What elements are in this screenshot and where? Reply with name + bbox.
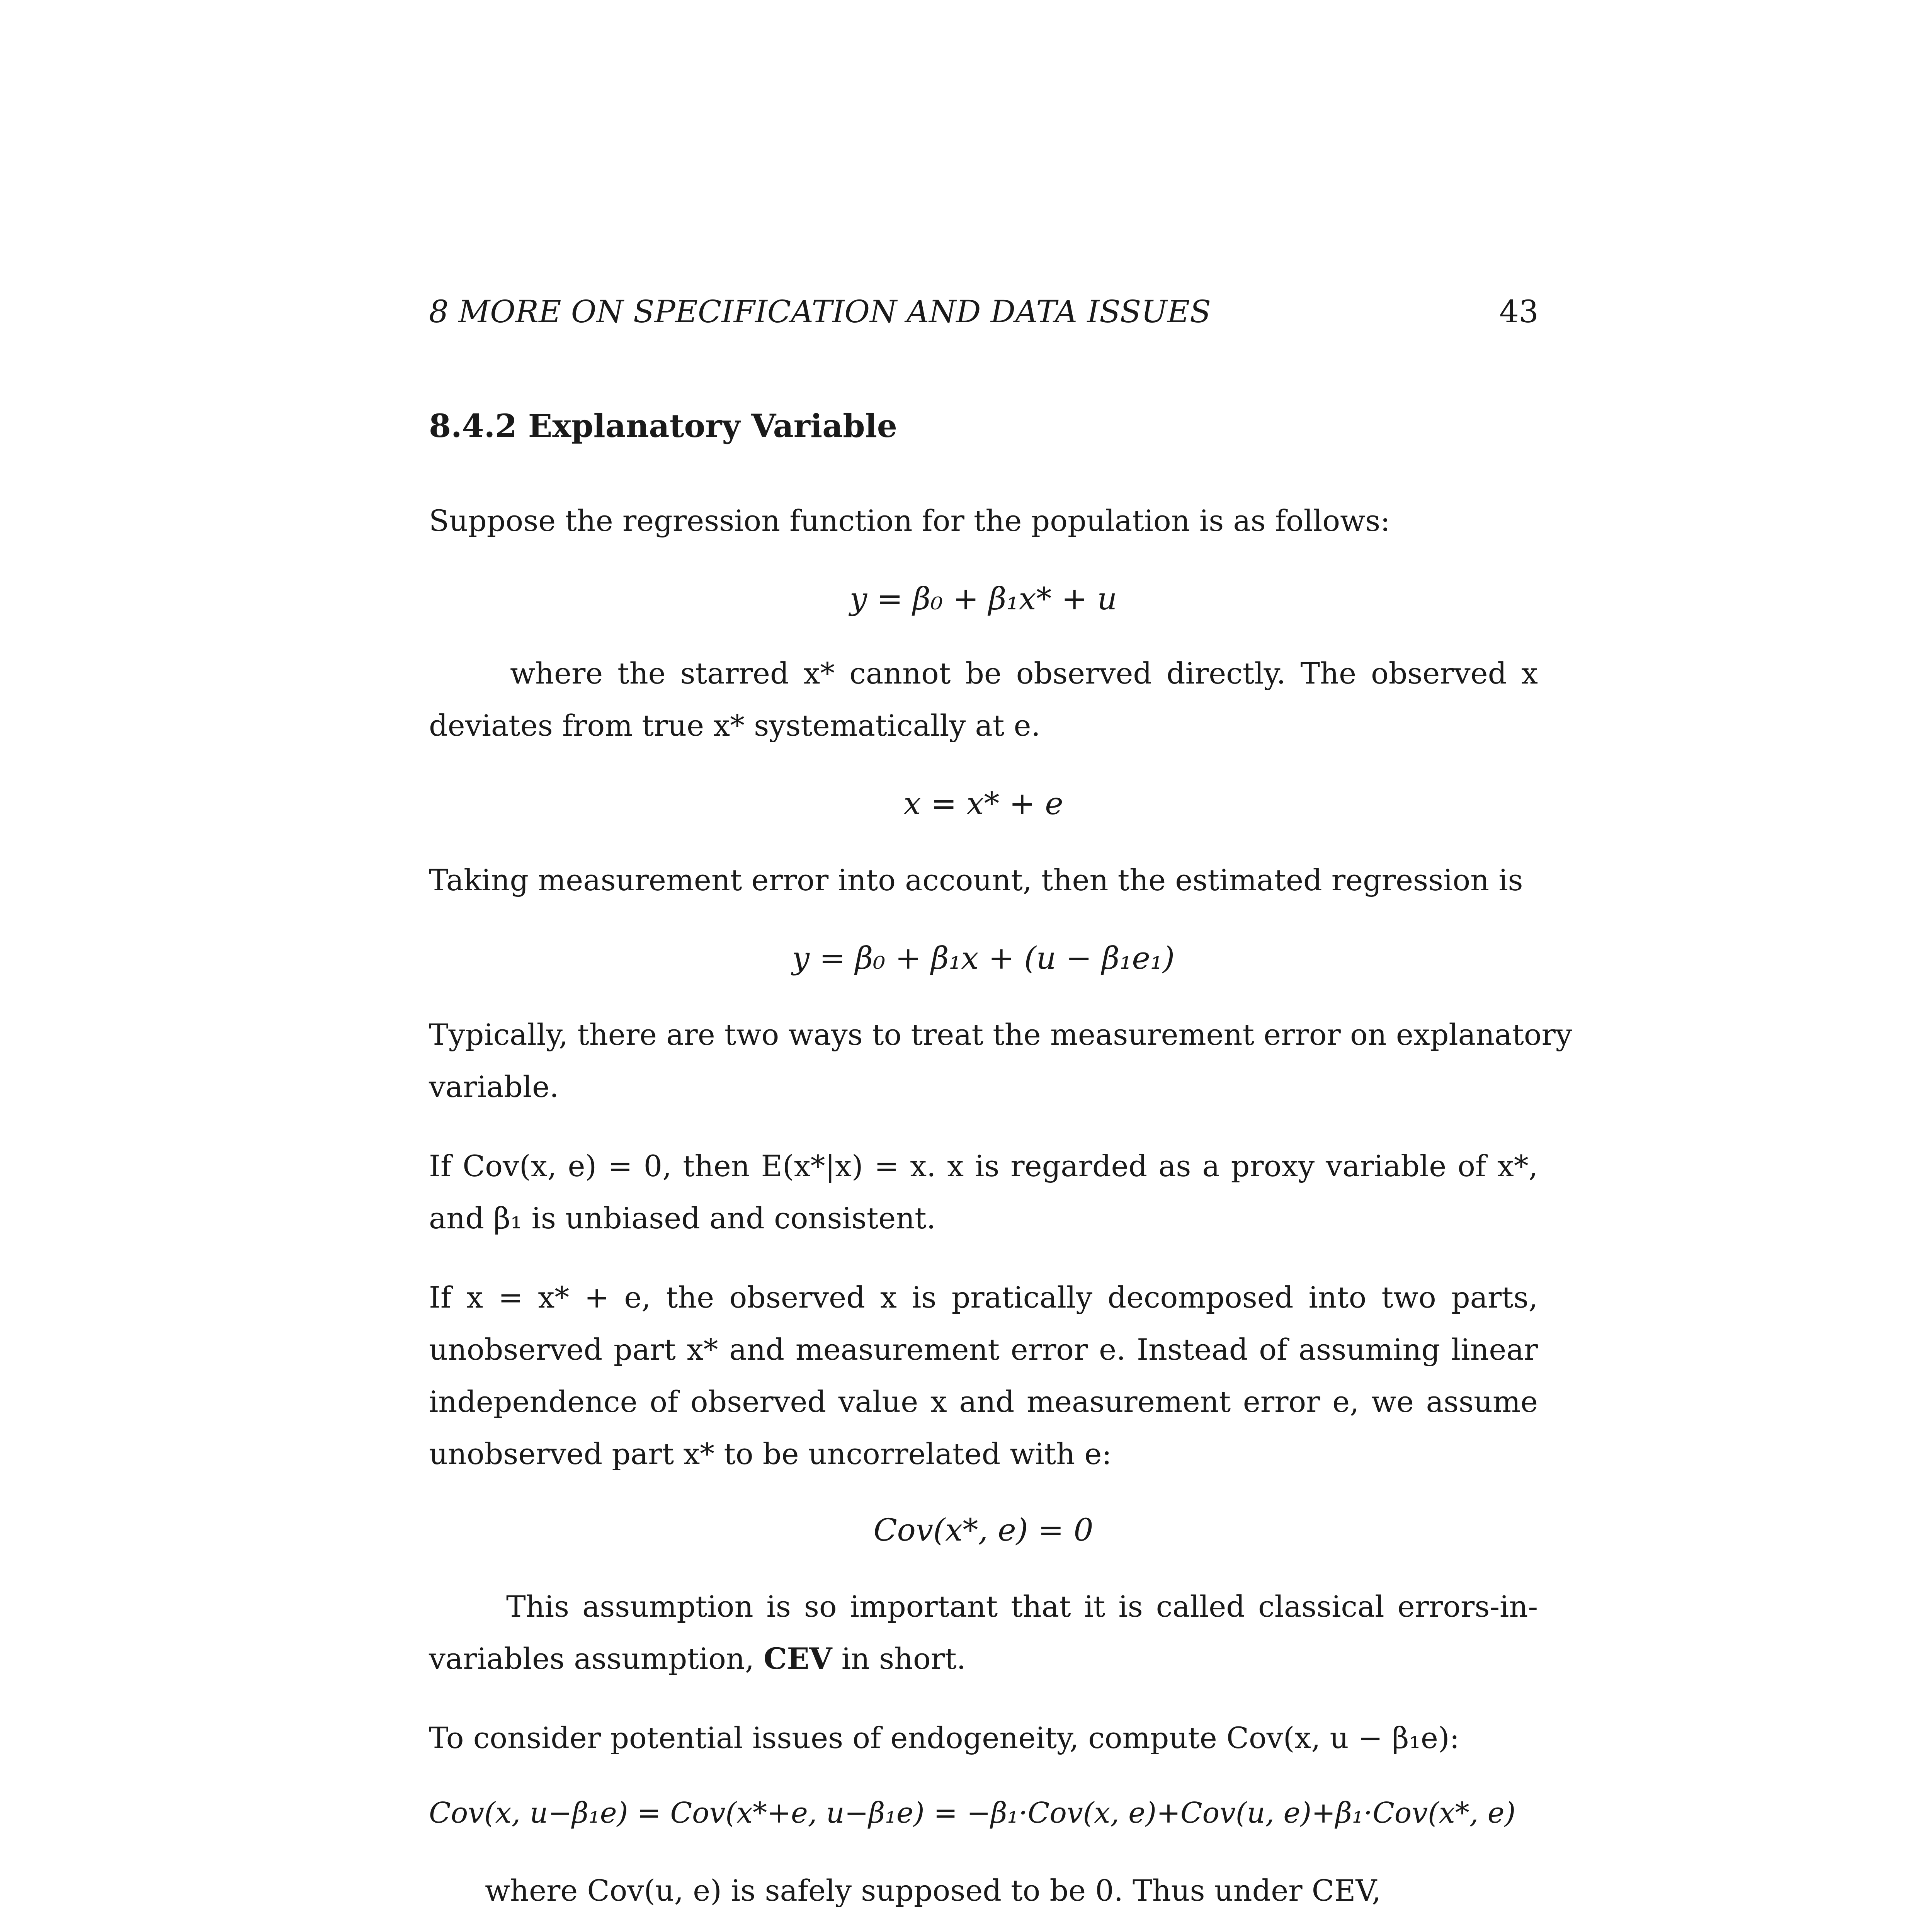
equation-covariance-expansion: Cov(x, u−β₁e) = Cov(x*+e, u−β₁e) = −β₁·Cov(x, e)+Cov(u, e)+β₁·Cov(x*, e) [429, 1796, 1516, 1830]
paragraph-decompose-line3: independence of observed value x and measurement error e, we assume [429, 1384, 1538, 1419]
paragraph-decompose-line1: If x = x* + e, the observed x is pratically decomposed into two parts, [429, 1280, 1538, 1315]
cev-bold: CEV [764, 1641, 832, 1676]
equation-estimated-regression: y = β₀ + β₁x + (u − β₁e₁) [792, 940, 1175, 976]
paragraph-decompose-line4: unobserved part x* to be uncorrelated with e: [429, 1437, 1112, 1471]
paragraph-starred-line1: where the starred x* cannot be observed directly. The observed x [510, 656, 1538, 690]
paragraph-starred-line2: deviates from true x* systematically at e. [429, 708, 1041, 743]
paragraph-proxy-line1: If Cov(x, e) = 0, then E(x*|x) = x. x is regarded as a proxy variable of x*, [429, 1149, 1538, 1183]
paragraph-two-ways-line1: Typically, there are two ways to treat the measurement error on explanatory [429, 1017, 1572, 1052]
paragraph-two-ways-line2: variable. [429, 1070, 559, 1104]
section-heading: 8.4.2 Explanatory Variable [429, 408, 897, 445]
paragraph-estimated-regression: Taking measurement error into account, then the estimated regression is [429, 863, 1523, 897]
paragraph-endogeneity: To consider potential issues of endogeneity, compute Cov(x, u − β₁e): [429, 1721, 1460, 1755]
paragraph-decompose-line2: unobserved part x* and measurement error e. Instead of assuming linear [429, 1332, 1538, 1367]
equation-cev-assumption: Cov(x*, e) = 0 [873, 1512, 1094, 1548]
cev-text-post: in short. [832, 1641, 966, 1676]
cev-text-pre: variables assumption, [429, 1641, 764, 1676]
equation-population-regression: y = β₀ + β₁x* + u [849, 581, 1117, 617]
paragraph-cev-line1: This assumption is so important that it is called classical errors-in- [506, 1589, 1538, 1624]
paragraph-intro: Suppose the regression function for the population is as follows: [429, 503, 1390, 538]
equation-measurement: x = x* + e [903, 786, 1063, 821]
paragraph-proxy-line2: and β₁ is unbiased and consistent. [429, 1201, 936, 1235]
paragraph-under-cev: where Cov(u, e) is safely supposed to be 0. Thus under CEV, [485, 1873, 1381, 1908]
running-header-title: 8 MORE ON SPECIFICATION AND DATA ISSUES [429, 294, 1211, 330]
page-number: 43 [1499, 294, 1539, 330]
paragraph-cev-line2 [429, 1641, 1538, 1676]
